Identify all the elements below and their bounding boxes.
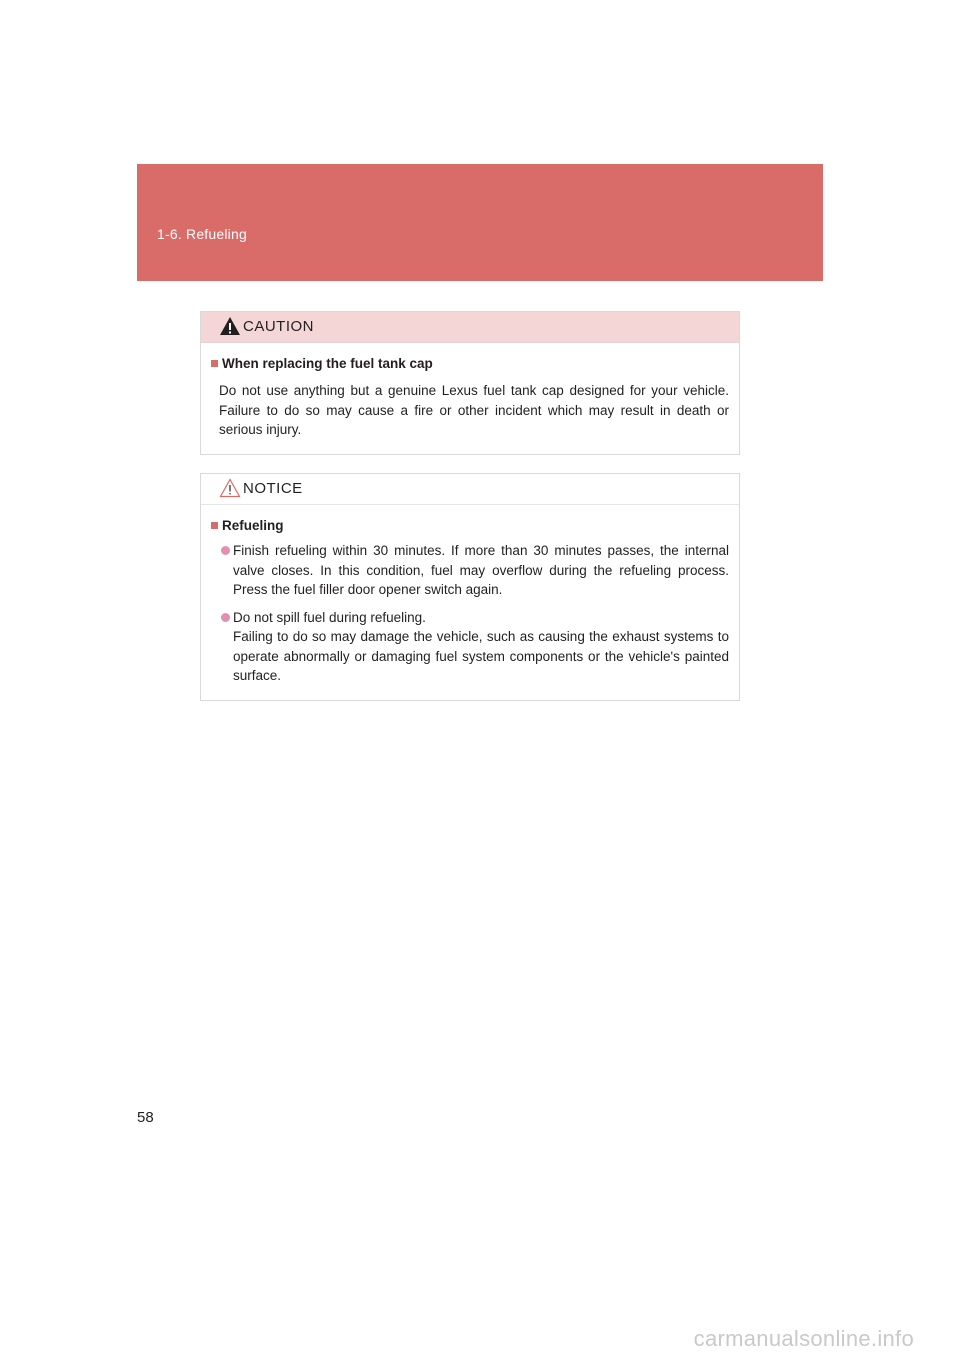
notice-subhead-text: Refueling bbox=[222, 518, 284, 533]
list-item-text: Finish refueling within 30 minutes. If more than 30 minutes passes, the internal valve closes. In this condition, fuel may overflow during the refueling process. Press the fuel filler door opener switch again. bbox=[233, 543, 729, 597]
list-item bbox=[219, 608, 729, 686]
caution-text: Do not use anything but a genuine Lexus fuel tank cap designed for your vehicle. Failure to do so may cause a fire or other incident which may result in death or serious injury. bbox=[219, 383, 729, 437]
section-title: 1-6. Refueling bbox=[157, 226, 247, 242]
notice-subhead bbox=[211, 515, 739, 537]
bullet-dot-icon bbox=[221, 613, 230, 622]
notice-box bbox=[200, 473, 740, 701]
caution-subhead-text: When replacing the fuel tank cap bbox=[222, 356, 433, 371]
notice-body bbox=[201, 505, 739, 686]
notice-header bbox=[201, 474, 739, 505]
list-item-text: Failing to do so may damage the vehicle, such as causing the exhaust systems to operate abnormally or damaging fuel system components or the vehicle's painted surface. bbox=[233, 629, 729, 683]
header-band bbox=[137, 164, 823, 281]
caution-title: CAUTION bbox=[243, 318, 314, 335]
caution-body bbox=[201, 343, 739, 440]
caution-subhead bbox=[211, 353, 739, 375]
notice-title: NOTICE bbox=[243, 480, 303, 497]
caution-header bbox=[201, 312, 739, 343]
square-bullet-icon bbox=[211, 522, 218, 529]
page-number: 58 bbox=[137, 1109, 154, 1126]
bullet-dot-icon bbox=[221, 546, 230, 555]
caution-box bbox=[200, 311, 740, 455]
warning-triangle-filled-icon bbox=[219, 316, 241, 336]
list-item bbox=[219, 541, 729, 600]
warning-triangle-outline-icon bbox=[219, 478, 241, 498]
list-item-text: Do not spill fuel during refueling. bbox=[233, 609, 426, 625]
square-bullet-icon bbox=[211, 360, 218, 367]
watermark: carmanualsonline.info bbox=[693, 1326, 914, 1351]
